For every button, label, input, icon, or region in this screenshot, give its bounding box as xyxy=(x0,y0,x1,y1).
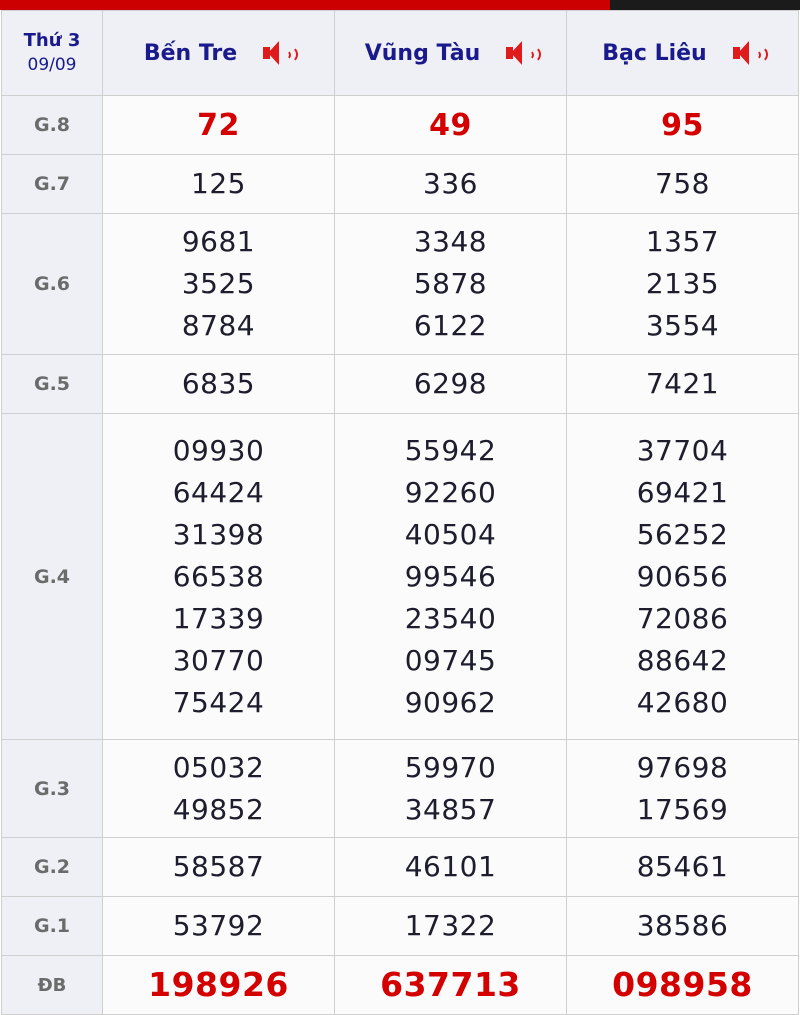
table-row xyxy=(2,214,799,355)
prize-label: G.5 xyxy=(2,355,103,414)
lottery-results-table xyxy=(1,10,799,1015)
number: 1357 xyxy=(645,225,720,258)
weekday-label: Thứ 3 xyxy=(23,30,81,52)
number: 34857 xyxy=(404,792,497,826)
prize-numbers-cell xyxy=(567,155,799,214)
top-bar-red-segment xyxy=(0,0,610,10)
number: 49 xyxy=(429,107,472,143)
prize-label: G.1 xyxy=(2,897,103,956)
number: 72086 xyxy=(636,601,729,635)
prize-numbers-cell xyxy=(567,96,799,155)
top-color-bar xyxy=(0,0,800,10)
number: 92260 xyxy=(404,475,497,509)
prize-numbers-cell xyxy=(567,897,799,956)
prize-numbers-cell xyxy=(567,214,799,355)
table-row xyxy=(2,956,799,1015)
prize-numbers-cell xyxy=(567,956,799,1015)
table-row xyxy=(2,740,799,838)
date-header-cell xyxy=(2,11,103,96)
number: 637713 xyxy=(380,965,521,1005)
number: 31398 xyxy=(172,517,265,551)
table-row xyxy=(2,155,799,214)
number: 37704 xyxy=(636,433,729,467)
prize-numbers-cell xyxy=(103,155,335,214)
prize-numbers-cell xyxy=(335,838,567,897)
prize-numbers-cell xyxy=(103,897,335,956)
speaker-icon[interactable] xyxy=(506,40,536,66)
prize-label: G.6 xyxy=(2,214,103,355)
top-bar-dark-segment xyxy=(610,0,800,10)
number: 88642 xyxy=(636,643,729,677)
province-name-label: Vũng Tàu xyxy=(364,40,481,66)
number: 098958 xyxy=(612,965,753,1005)
number: 17322 xyxy=(404,909,497,942)
number: 5878 xyxy=(413,267,488,300)
prize-numbers-cell xyxy=(335,414,567,740)
prize-numbers-cell xyxy=(103,956,335,1015)
province-header-bac-lieu[interactable] xyxy=(567,11,799,96)
number: 30770 xyxy=(172,643,265,677)
number: 75424 xyxy=(172,685,265,719)
prize-numbers-cell xyxy=(103,414,335,740)
number: 3348 xyxy=(413,225,488,258)
number: 95 xyxy=(661,107,704,143)
speaker-icon[interactable] xyxy=(263,40,293,66)
number: 42680 xyxy=(636,685,729,719)
prize-numbers-cell xyxy=(103,740,335,838)
header-row xyxy=(2,11,799,96)
province-name-label: Bạc Liêu xyxy=(602,40,707,66)
number: 8784 xyxy=(181,309,256,342)
number: 7421 xyxy=(645,367,720,400)
prize-label: G.3 xyxy=(2,740,103,838)
prize-numbers-cell xyxy=(335,355,567,414)
speaker-icon[interactable] xyxy=(733,40,763,66)
number: 97698 xyxy=(636,750,729,784)
table-body xyxy=(2,96,799,1015)
table-row xyxy=(2,96,799,155)
number: 09745 xyxy=(404,643,497,677)
prize-numbers-cell xyxy=(335,155,567,214)
number: 09930 xyxy=(172,433,265,467)
prize-numbers-cell xyxy=(103,214,335,355)
number: 40504 xyxy=(404,517,497,551)
prize-numbers-cell xyxy=(567,414,799,740)
table-header xyxy=(2,11,799,96)
prize-numbers-cell xyxy=(335,956,567,1015)
prize-label: G.8 xyxy=(2,96,103,155)
number: 9681 xyxy=(181,225,256,258)
prize-numbers-cell xyxy=(103,355,335,414)
number: 49852 xyxy=(172,792,265,826)
number: 90962 xyxy=(404,685,497,719)
table-row xyxy=(2,897,799,956)
number: 38586 xyxy=(636,909,729,942)
prize-numbers-cell xyxy=(567,740,799,838)
prize-numbers-cell xyxy=(567,355,799,414)
number: 99546 xyxy=(404,559,497,593)
prize-numbers-cell xyxy=(335,214,567,355)
table-row xyxy=(2,838,799,897)
table-row xyxy=(2,414,799,740)
number: 3554 xyxy=(645,309,720,342)
number: 66538 xyxy=(172,559,265,593)
prize-label: G.2 xyxy=(2,838,103,897)
table-row xyxy=(2,355,799,414)
number: 58587 xyxy=(172,850,265,883)
number: 05032 xyxy=(172,750,265,784)
number: 90656 xyxy=(636,559,729,593)
prize-numbers-cell xyxy=(103,96,335,155)
number: 56252 xyxy=(636,517,729,551)
prize-numbers-cell xyxy=(103,838,335,897)
number: 53792 xyxy=(172,909,265,942)
number: 23540 xyxy=(404,601,497,635)
number: 2135 xyxy=(645,267,720,300)
prize-label: G.4 xyxy=(2,414,103,740)
prize-numbers-cell xyxy=(335,897,567,956)
prize-numbers-cell xyxy=(335,740,567,838)
number: 17339 xyxy=(172,601,265,635)
number: 336 xyxy=(423,167,478,200)
number: 46101 xyxy=(404,850,497,883)
number: 59970 xyxy=(404,750,497,784)
number: 64424 xyxy=(172,475,265,509)
date-label: 09/09 xyxy=(27,54,77,75)
prize-label: G.7 xyxy=(2,155,103,214)
number: 85461 xyxy=(636,850,729,883)
number: 6122 xyxy=(413,309,488,342)
number: 6835 xyxy=(181,367,256,400)
province-name-label: Bến Tre xyxy=(143,40,238,66)
number: 55942 xyxy=(404,433,497,467)
province-header-ben-tre[interactable] xyxy=(103,11,335,96)
number: 198926 xyxy=(148,965,289,1005)
province-header-vung-tau[interactable] xyxy=(335,11,567,96)
number: 758 xyxy=(655,167,710,200)
prize-numbers-cell xyxy=(567,838,799,897)
number: 3525 xyxy=(181,267,256,300)
number: 72 xyxy=(197,107,240,143)
number: 69421 xyxy=(636,475,729,509)
prize-numbers-cell xyxy=(335,96,567,155)
number: 6298 xyxy=(413,367,488,400)
prize-label: ĐB xyxy=(2,956,103,1015)
number: 125 xyxy=(191,167,246,200)
number: 17569 xyxy=(636,792,729,826)
